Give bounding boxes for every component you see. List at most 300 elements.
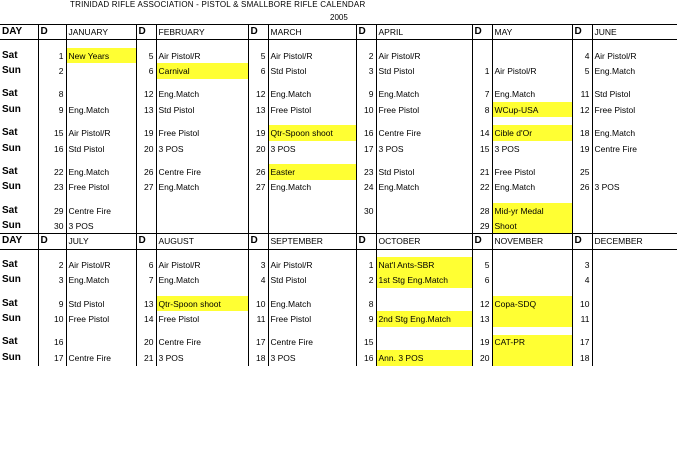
date-number: 19 bbox=[572, 141, 592, 156]
date-number: 26 bbox=[248, 164, 268, 179]
date-header: D bbox=[136, 234, 156, 249]
weekday-label: Sun bbox=[2, 64, 21, 76]
date-number: 12 bbox=[248, 87, 268, 102]
spacer-cell bbox=[66, 327, 136, 335]
event-cell bbox=[492, 311, 572, 326]
date-number: 16 bbox=[38, 141, 66, 156]
spacer-cell bbox=[572, 156, 592, 164]
spacer-cell bbox=[356, 117, 376, 125]
date-number: 22 bbox=[472, 180, 492, 195]
event-cell bbox=[592, 311, 677, 326]
spacer-cell bbox=[0, 288, 38, 296]
date-header: D bbox=[356, 234, 376, 249]
weekday-label: Sun bbox=[2, 142, 21, 154]
event-cell: Eng.Match bbox=[492, 180, 572, 195]
spacer-cell bbox=[356, 40, 376, 48]
calendar-table bbox=[0, 24, 677, 366]
spacer-cell bbox=[492, 195, 572, 203]
event-cell bbox=[156, 218, 248, 233]
spacer-cell bbox=[248, 40, 268, 48]
date-number: 9 bbox=[356, 87, 376, 102]
date-number: 7 bbox=[472, 87, 492, 102]
month-header-february: FEBRUARY bbox=[156, 25, 248, 40]
date-header: D bbox=[472, 25, 492, 40]
spacer-cell bbox=[0, 117, 38, 125]
date-number: 8 bbox=[472, 102, 492, 117]
spacer-cell bbox=[592, 79, 677, 87]
date-number: 25 bbox=[572, 164, 592, 179]
date-number: 10 bbox=[248, 296, 268, 311]
weekday-label: Sun bbox=[2, 313, 21, 325]
event-cell: Centre Fire bbox=[592, 141, 677, 156]
event-cell: Cible d'Or bbox=[492, 125, 572, 140]
event-cell: Std Pistol bbox=[376, 63, 472, 78]
event-cell: Mid-yr Medal bbox=[492, 203, 572, 218]
weekday-label: Sun bbox=[2, 219, 21, 231]
event-cell: 3 POS bbox=[268, 350, 356, 365]
spacer-cell bbox=[472, 40, 492, 48]
spacer-cell bbox=[38, 288, 66, 296]
date-number: 2 bbox=[38, 63, 66, 78]
spacer-cell bbox=[136, 288, 156, 296]
spacer-cell bbox=[0, 249, 38, 257]
date-number: 13 bbox=[472, 311, 492, 326]
week-row bbox=[0, 335, 677, 350]
date-number: 5 bbox=[136, 48, 156, 63]
date-number: 17 bbox=[248, 335, 268, 350]
event-cell: New Years bbox=[66, 48, 136, 63]
event-cell: Air Pistol/R bbox=[156, 48, 248, 63]
event-cell: 3 POS bbox=[66, 218, 136, 233]
spacer-cell bbox=[0, 156, 38, 164]
date-number: 1 bbox=[356, 257, 376, 272]
spacer-cell bbox=[492, 79, 572, 87]
spacer-cell bbox=[356, 79, 376, 87]
month-header-august: AUGUST bbox=[156, 234, 248, 249]
event-cell bbox=[492, 273, 572, 288]
date-number: 11 bbox=[248, 311, 268, 326]
date-number: 6 bbox=[136, 257, 156, 272]
spacer-cell bbox=[376, 156, 472, 164]
date-number: 3 bbox=[248, 257, 268, 272]
date-number: 23 bbox=[356, 164, 376, 179]
event-cell: Std Pistol bbox=[156, 102, 248, 117]
spacer-cell bbox=[376, 327, 472, 335]
date-number: 9 bbox=[38, 102, 66, 117]
spacer-cell bbox=[472, 288, 492, 296]
date-header: D bbox=[572, 25, 592, 40]
month-header-november: NOVEMBER bbox=[492, 234, 572, 249]
date-number: 4 bbox=[572, 273, 592, 288]
spacer-cell bbox=[248, 327, 268, 335]
month-header-december: DECEMBER bbox=[592, 234, 677, 249]
event-cell: Free Pistol bbox=[268, 102, 356, 117]
month-header-july: JULY bbox=[66, 234, 136, 249]
spacer-cell bbox=[472, 79, 492, 87]
month-header-june: JUNE bbox=[592, 25, 677, 40]
date-number: 12 bbox=[572, 102, 592, 117]
date-header: D bbox=[572, 234, 592, 249]
spacer-cell bbox=[248, 117, 268, 125]
spacer-cell bbox=[472, 249, 492, 257]
event-cell: Qtr-Spoon shoot bbox=[156, 296, 248, 311]
event-cell: Std Pistol bbox=[66, 296, 136, 311]
event-cell: Std Pistol bbox=[268, 63, 356, 78]
event-cell bbox=[592, 203, 677, 218]
event-cell: Centre Fire bbox=[66, 350, 136, 365]
date-number: 20 bbox=[472, 350, 492, 365]
date-number: 19 bbox=[472, 335, 492, 350]
spacer-cell bbox=[472, 195, 492, 203]
month-header-may: MAY bbox=[492, 25, 572, 40]
date-number bbox=[136, 218, 156, 233]
spacer-cell bbox=[592, 195, 677, 203]
date-number: 17 bbox=[572, 335, 592, 350]
event-cell: Eng.Match bbox=[66, 273, 136, 288]
spacer-row bbox=[0, 288, 677, 296]
week-row bbox=[0, 218, 677, 233]
week-row bbox=[0, 350, 677, 365]
spacer-cell bbox=[0, 79, 38, 87]
date-number: 24 bbox=[356, 180, 376, 195]
date-number: 3 bbox=[356, 63, 376, 78]
week-row bbox=[0, 180, 677, 195]
spacer-cell bbox=[136, 156, 156, 164]
event-cell: 3 POS bbox=[156, 141, 248, 156]
event-cell: Std Pistol bbox=[376, 164, 472, 179]
month-header-march: MARCH bbox=[268, 25, 356, 40]
event-cell bbox=[592, 335, 677, 350]
date-number: 7 bbox=[136, 273, 156, 288]
event-cell: Free Pistol bbox=[66, 311, 136, 326]
day-header: DAY bbox=[0, 234, 38, 249]
event-cell: 3 POS bbox=[376, 141, 472, 156]
spacer-cell bbox=[156, 117, 248, 125]
spacer-cell bbox=[38, 40, 66, 48]
date-number: 10 bbox=[356, 102, 376, 117]
spacer-cell bbox=[156, 327, 248, 335]
spacer-cell bbox=[268, 288, 356, 296]
spacer-cell bbox=[492, 249, 572, 257]
event-cell: 3 POS bbox=[268, 141, 356, 156]
calendar-body bbox=[0, 25, 677, 366]
month-header-september: SEPTEMBER bbox=[268, 234, 356, 249]
date-number: 1 bbox=[472, 63, 492, 78]
event-cell: Air Pistol/R bbox=[376, 48, 472, 63]
spacer-row bbox=[0, 79, 677, 87]
month-header-january: JANUARY bbox=[66, 25, 136, 40]
spacer-cell bbox=[248, 195, 268, 203]
weekday-label: Sun bbox=[2, 274, 21, 286]
spacer-cell bbox=[472, 156, 492, 164]
spacer-cell bbox=[376, 249, 472, 257]
spacer-cell bbox=[66, 249, 136, 257]
spacer-cell bbox=[572, 288, 592, 296]
spacer-cell bbox=[592, 249, 677, 257]
event-cell: Air Pistol/R bbox=[268, 48, 356, 63]
date-number: 6 bbox=[248, 63, 268, 78]
event-cell bbox=[66, 335, 136, 350]
date-header: D bbox=[136, 25, 156, 40]
date-number: 2 bbox=[356, 48, 376, 63]
date-number: 2 bbox=[356, 273, 376, 288]
event-cell bbox=[376, 296, 472, 311]
event-cell: Centre Fire bbox=[66, 203, 136, 218]
date-number: 27 bbox=[136, 180, 156, 195]
spacer-cell bbox=[38, 195, 66, 203]
date-number: 14 bbox=[472, 125, 492, 140]
date-number: 19 bbox=[136, 125, 156, 140]
date-number: 4 bbox=[572, 48, 592, 63]
event-cell: Free Pistol bbox=[376, 102, 472, 117]
date-number: 12 bbox=[136, 87, 156, 102]
week-row bbox=[0, 273, 677, 288]
event-cell: Eng.Match bbox=[156, 273, 248, 288]
spacer-cell bbox=[156, 156, 248, 164]
week-row bbox=[0, 164, 677, 179]
event-cell bbox=[376, 203, 472, 218]
week-row bbox=[0, 311, 677, 326]
event-cell bbox=[592, 273, 677, 288]
spacer-cell bbox=[268, 249, 356, 257]
event-cell: Centre Fire bbox=[376, 125, 472, 140]
week-row bbox=[0, 296, 677, 311]
date-number: 20 bbox=[136, 141, 156, 156]
date-number: 17 bbox=[38, 350, 66, 365]
event-cell bbox=[156, 203, 248, 218]
spacer-cell bbox=[268, 195, 356, 203]
spacer-cell bbox=[356, 288, 376, 296]
spacer-cell bbox=[248, 249, 268, 257]
event-cell bbox=[592, 296, 677, 311]
event-cell: Eng.Match bbox=[592, 63, 677, 78]
event-cell bbox=[268, 203, 356, 218]
date-number: 19 bbox=[248, 125, 268, 140]
date-number: 22 bbox=[38, 164, 66, 179]
date-number bbox=[136, 203, 156, 218]
spacer-cell bbox=[356, 156, 376, 164]
month-header-october: OCTOBER bbox=[376, 234, 472, 249]
week-row bbox=[0, 87, 677, 102]
spacer-cell bbox=[472, 117, 492, 125]
spacer-cell bbox=[268, 156, 356, 164]
date-number: 8 bbox=[356, 296, 376, 311]
spacer-cell bbox=[268, 40, 356, 48]
date-number: 16 bbox=[356, 125, 376, 140]
date-number: 16 bbox=[38, 335, 66, 350]
event-cell: Air Pistol/R bbox=[592, 48, 677, 63]
event-cell: 3 POS bbox=[492, 141, 572, 156]
event-cell: Eng.Match bbox=[66, 164, 136, 179]
event-cell bbox=[592, 257, 677, 272]
spacer-cell bbox=[472, 327, 492, 335]
event-cell bbox=[592, 164, 677, 179]
weekday-label: Sun bbox=[2, 181, 21, 193]
date-number bbox=[248, 203, 268, 218]
event-cell: Carnival bbox=[156, 63, 248, 78]
spacer-cell bbox=[0, 40, 38, 48]
date-number: 3 bbox=[572, 257, 592, 272]
event-cell: Eng.Match bbox=[268, 180, 356, 195]
weekday-label: Sat bbox=[2, 127, 18, 139]
date-number bbox=[248, 218, 268, 233]
spacer-cell bbox=[592, 327, 677, 335]
event-cell: Eng.Match bbox=[156, 87, 248, 102]
week-row bbox=[0, 102, 677, 117]
event-cell: Air Pistol/R bbox=[156, 257, 248, 272]
spacer-cell bbox=[376, 79, 472, 87]
spacer-cell bbox=[592, 288, 677, 296]
event-cell: Eng.Match bbox=[592, 125, 677, 140]
date-number: 5 bbox=[248, 48, 268, 63]
spacer-row bbox=[0, 117, 677, 125]
spacer-cell bbox=[356, 249, 376, 257]
date-number: 29 bbox=[472, 218, 492, 233]
spacer-cell bbox=[572, 117, 592, 125]
spacer-cell bbox=[248, 288, 268, 296]
date-number: 12 bbox=[472, 296, 492, 311]
date-number: 15 bbox=[472, 141, 492, 156]
spacer-cell bbox=[0, 195, 38, 203]
date-number: 17 bbox=[356, 141, 376, 156]
event-cell: Eng.Match bbox=[376, 87, 472, 102]
event-cell bbox=[592, 350, 677, 365]
event-cell: Eng.Match bbox=[66, 102, 136, 117]
spacer-cell bbox=[0, 327, 38, 335]
event-cell: Air Pistol/R bbox=[66, 125, 136, 140]
spacer-row bbox=[0, 40, 677, 48]
event-cell: Centre Fire bbox=[268, 335, 356, 350]
spacer-cell bbox=[356, 195, 376, 203]
date-number: 15 bbox=[356, 335, 376, 350]
event-cell: Shoot bbox=[492, 218, 572, 233]
spacer-cell bbox=[268, 117, 356, 125]
spacer-cell bbox=[592, 156, 677, 164]
weekday-label: Sat bbox=[2, 336, 18, 348]
date-number: 6 bbox=[136, 63, 156, 78]
spacer-cell bbox=[136, 40, 156, 48]
week-row bbox=[0, 257, 677, 272]
spacer-cell bbox=[66, 40, 136, 48]
date-number: 3 bbox=[38, 273, 66, 288]
date-number: 21 bbox=[136, 350, 156, 365]
date-number: 21 bbox=[472, 164, 492, 179]
date-header: D bbox=[38, 234, 66, 249]
spacer-row bbox=[0, 327, 677, 335]
event-cell: Eng.Match bbox=[376, 180, 472, 195]
date-number: 18 bbox=[572, 125, 592, 140]
event-cell: Eng.Match bbox=[268, 296, 356, 311]
event-cell: Air Pistol/R bbox=[66, 257, 136, 272]
event-cell: Air Pistol/R bbox=[492, 63, 572, 78]
event-cell: Eng.Match bbox=[156, 180, 248, 195]
month-header-april: APRIL bbox=[376, 25, 472, 40]
month-header-row bbox=[0, 234, 677, 249]
date-number: 16 bbox=[356, 350, 376, 365]
spacer-cell bbox=[572, 40, 592, 48]
weekday-label: Sat bbox=[2, 297, 18, 309]
event-cell: 3 POS bbox=[156, 350, 248, 365]
weekday-label: Sat bbox=[2, 88, 18, 100]
date-number: 28 bbox=[472, 203, 492, 218]
spacer-cell bbox=[38, 117, 66, 125]
event-cell bbox=[492, 48, 572, 63]
spacer-cell bbox=[156, 79, 248, 87]
event-cell bbox=[66, 63, 136, 78]
date-header: D bbox=[248, 25, 268, 40]
date-number: 14 bbox=[136, 311, 156, 326]
date-number: 26 bbox=[136, 164, 156, 179]
event-cell: 3 POS bbox=[592, 180, 677, 195]
event-cell: CAT-PR bbox=[492, 335, 572, 350]
spacer-cell bbox=[572, 327, 592, 335]
event-cell: Free Pistol bbox=[156, 125, 248, 140]
spacer-cell bbox=[492, 40, 572, 48]
spacer-cell bbox=[248, 79, 268, 87]
event-cell: Free Pistol bbox=[66, 180, 136, 195]
date-number: 13 bbox=[248, 102, 268, 117]
event-cell: Qtr-Spoon shoot bbox=[268, 125, 356, 140]
date-number: 10 bbox=[572, 296, 592, 311]
weekday-label: Sun bbox=[2, 103, 21, 115]
week-row bbox=[0, 63, 677, 78]
spacer-cell bbox=[376, 40, 472, 48]
spacer-cell bbox=[572, 195, 592, 203]
date-number bbox=[472, 48, 492, 63]
event-cell bbox=[492, 350, 572, 365]
date-header: D bbox=[38, 25, 66, 40]
spacer-cell bbox=[592, 117, 677, 125]
date-number: 30 bbox=[38, 218, 66, 233]
date-number bbox=[572, 203, 592, 218]
event-cell: Free Pistol bbox=[592, 102, 677, 117]
weekday-label: Sat bbox=[2, 204, 18, 216]
date-number: 20 bbox=[248, 141, 268, 156]
spacer-cell bbox=[492, 327, 572, 335]
date-number: 2 bbox=[38, 257, 66, 272]
event-cell: Free Pistol bbox=[492, 164, 572, 179]
date-number: 20 bbox=[136, 335, 156, 350]
date-header: D bbox=[472, 234, 492, 249]
event-cell bbox=[376, 218, 472, 233]
spacer-row bbox=[0, 156, 677, 164]
spacer-row bbox=[0, 195, 677, 203]
spacer-cell bbox=[38, 156, 66, 164]
spacer-cell bbox=[156, 288, 248, 296]
date-number: 26 bbox=[572, 180, 592, 195]
week-row bbox=[0, 141, 677, 156]
date-number: 11 bbox=[572, 311, 592, 326]
spacer-cell bbox=[38, 79, 66, 87]
spacer-cell bbox=[492, 288, 572, 296]
event-cell: Free Pistol bbox=[268, 311, 356, 326]
event-cell: Air Pistol/R bbox=[268, 257, 356, 272]
date-number: 30 bbox=[356, 203, 376, 218]
weekday-label: Sat bbox=[2, 258, 18, 270]
date-number: 1 bbox=[38, 48, 66, 63]
event-cell bbox=[592, 218, 677, 233]
date-number: 4 bbox=[248, 273, 268, 288]
spacer-cell bbox=[66, 288, 136, 296]
event-cell: Std Pistol bbox=[66, 141, 136, 156]
spacer-row bbox=[0, 249, 677, 257]
spacer-cell bbox=[492, 117, 572, 125]
date-header: D bbox=[356, 25, 376, 40]
event-cell bbox=[492, 257, 572, 272]
date-number: 13 bbox=[136, 102, 156, 117]
spacer-cell bbox=[136, 195, 156, 203]
date-number: 11 bbox=[572, 87, 592, 102]
